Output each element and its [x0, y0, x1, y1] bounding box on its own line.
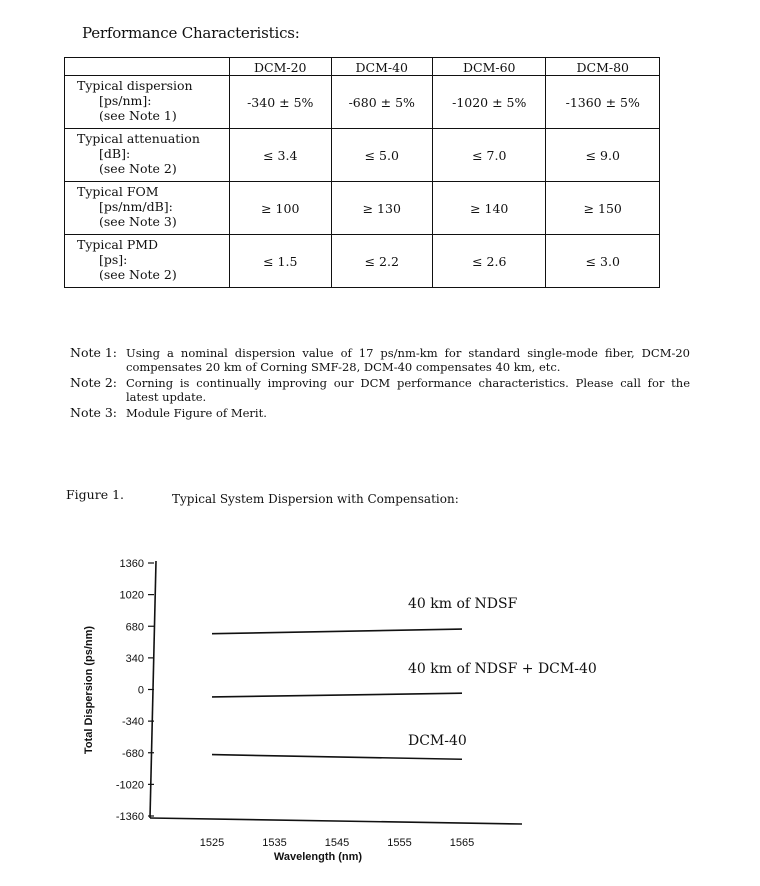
table-cell: ≤ 3.0	[546, 235, 660, 288]
performance-table	[64, 57, 660, 288]
table-header-row	[65, 58, 660, 76]
note-text: Corning is continually improving our DCM performance characteristics. Please call for the latest update.	[126, 376, 690, 404]
series-label: 40 km of NDSF + DCM-40	[408, 661, 597, 677]
x-tick-label: 1555	[387, 837, 412, 849]
note-label: Note 3:	[70, 405, 118, 420]
column-header: DCM-20	[230, 58, 332, 76]
row-label-line: Typical dispersion	[77, 78, 193, 93]
y-tick-label: 0	[137, 684, 144, 697]
y-tick-label: 680	[125, 621, 144, 634]
y-tick-label: -340	[121, 716, 144, 729]
figure-label: Figure 1.	[66, 487, 124, 502]
table-cell: ≤ 2.6	[433, 235, 546, 288]
row-label-line: Typical PMD	[77, 237, 159, 252]
note-label: Note 1:	[70, 345, 118, 360]
row-label	[65, 76, 230, 129]
note-label: Note 2:	[70, 375, 118, 390]
dispersion-chart	[0, 540, 760, 880]
table-cell: -340 ± 5%	[230, 76, 332, 129]
table-row	[65, 235, 660, 288]
x-axis-line	[150, 818, 522, 824]
y-tick-label: 340	[125, 652, 144, 665]
table-cell: -1020 ± 5%	[433, 76, 546, 129]
chart-labels	[408, 596, 597, 749]
row-label	[65, 129, 230, 182]
row-label-line: Typical FOM	[77, 184, 159, 199]
table-cell: ≤ 9.0	[546, 129, 660, 182]
y-tick-label: -1360	[115, 811, 144, 823]
x-axis-label: Wavelength (nm)	[273, 851, 363, 863]
row-label-line: Typical attenuation	[77, 131, 200, 146]
notes-section	[70, 346, 690, 422]
note-text: Module Figure of Merit.	[126, 406, 267, 420]
table-cell: ≥ 140	[433, 182, 546, 235]
table-cell: -680 ± 5%	[331, 76, 433, 129]
row-label-line: [ps/nm/dB]:	[99, 199, 173, 214]
table-row	[65, 182, 660, 235]
row-label-line: (see Note 1)	[99, 108, 177, 123]
row-label-line: (see Note 2)	[99, 161, 177, 176]
figure-caption: Typical System Dispersion with Compensation:	[172, 492, 459, 506]
table-cell: ≤ 5.0	[331, 129, 433, 182]
note-3	[70, 406, 690, 420]
table-row	[65, 76, 660, 129]
column-header: DCM-80	[546, 58, 660, 76]
note-2	[70, 376, 690, 404]
series-label: DCM-40	[408, 733, 467, 749]
x-tick-label: 1525	[199, 837, 225, 849]
y-tick-label: -680	[121, 747, 144, 760]
table-cell: ≥ 100	[230, 182, 332, 235]
y-tick-label: -1020	[115, 779, 144, 792]
x-tick-label: 1545	[324, 837, 350, 849]
column-header: DCM-60	[433, 58, 546, 76]
table-cell: ≤ 7.0	[433, 129, 546, 182]
row-label	[65, 182, 230, 235]
table-cell: ≥ 150	[546, 182, 660, 235]
x-tick-label: 1535	[262, 837, 287, 849]
table-cell: ≤ 1.5	[230, 235, 332, 288]
x-tick-label: 1565	[449, 837, 475, 849]
table-cell: ≤ 3.4	[230, 129, 332, 182]
y-axis-label: Total Dispersion (ps/nm)	[83, 625, 95, 755]
column-header: DCM-40	[331, 58, 433, 76]
table-cell: ≥ 130	[331, 182, 433, 235]
series-line	[212, 629, 462, 634]
series-label: 40 km of NDSF	[408, 596, 518, 612]
row-label-line: [dB]:	[99, 146, 131, 161]
row-label-line: (see Note 3)	[99, 214, 177, 229]
table-cell: -1360 ± 5%	[546, 76, 660, 129]
page-title: Performance Characteristics:	[82, 24, 300, 42]
series-line	[212, 755, 462, 760]
row-label-line: [ps/nm]:	[99, 93, 152, 108]
row-label-line: (see Note 2)	[99, 267, 177, 282]
note-text: Using a nominal dispersion value of 17 ps/nm-km for standard single-mode fiber, DCM-20 compensates 20 km of Corning SMF-28, DCM-40 compensates 40 km, etc.	[126, 346, 690, 374]
table-corner-cell	[65, 58, 230, 76]
y-tick-label: 1020	[119, 589, 144, 602]
y-tick-label: 1360	[119, 558, 144, 570]
row-label	[65, 235, 230, 288]
row-label-line: [ps]:	[99, 252, 128, 267]
series-line	[212, 693, 462, 697]
table-row	[65, 129, 660, 182]
table-cell: ≤ 2.2	[331, 235, 433, 288]
note-1	[70, 346, 690, 374]
